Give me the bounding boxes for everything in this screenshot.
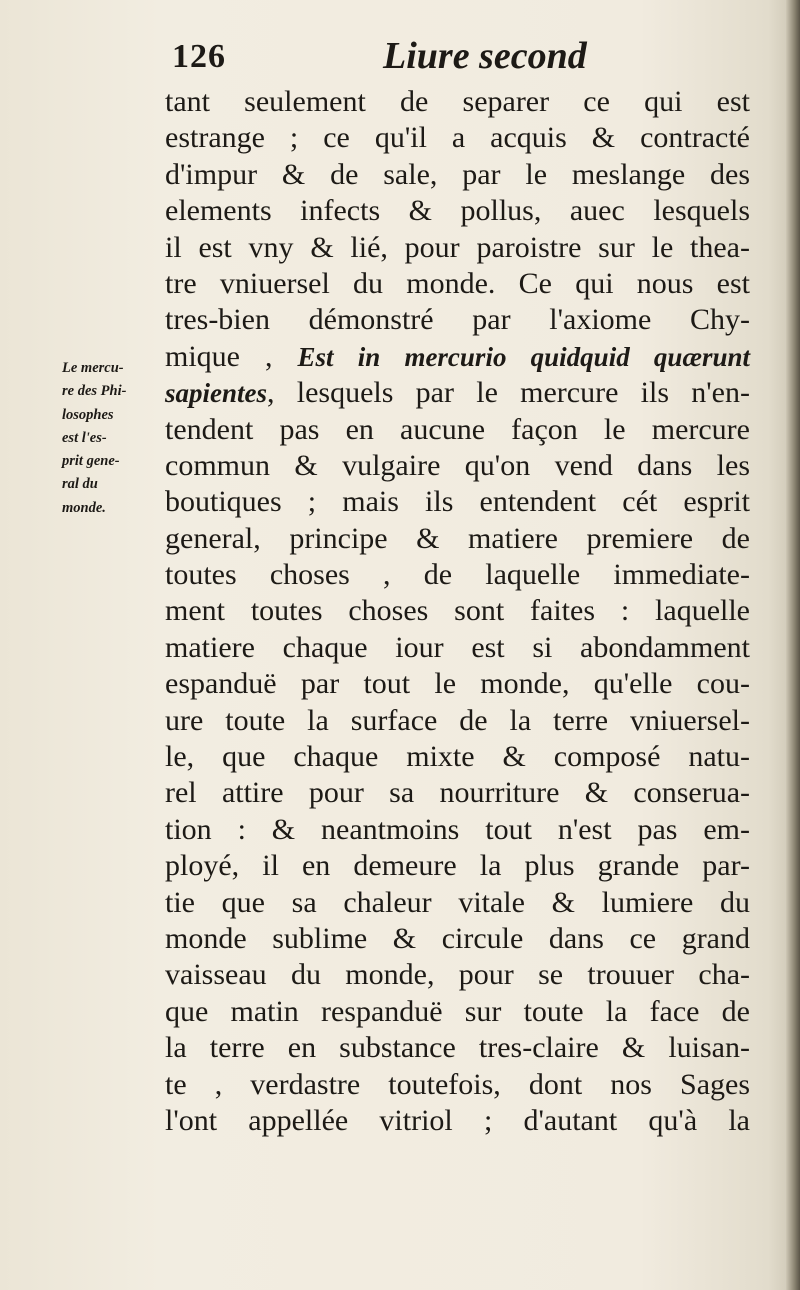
marginal-note-line: re des Phi- [62,383,127,400]
text-line [165,1103,750,1139]
text-line [165,120,750,156]
latin-quotation: Est in mercurio quidquid quærunt [297,341,750,372]
text-segment: elements infects & pollus, auec lesquels [165,194,750,228]
text-line [165,666,750,702]
text-segment: d'impur & de sale, par le meslange des [165,157,750,191]
text-line [165,557,750,593]
marginal-note-line: Le mercu- [62,360,124,376]
text-segment: general, principe & matiere premiere de [165,521,750,555]
text-segment: ployé, il en demeure la plus grande par- [165,849,750,883]
text-line [165,957,750,993]
text-segment: tion : & neantmoins tout n'est pas em- [165,812,750,846]
text-segment: estrange ; ce qu'il a acquis & contracté [165,121,750,155]
text-segment: tant seulement de separer ce qui est [165,85,750,118]
text-segment: , lesquels par le mercure ils n'en- [267,376,750,410]
page-edge [786,0,800,1290]
text-segment: tendent pas en aucune façon le mercure [165,412,750,446]
text-line [165,703,750,739]
text-line [165,1067,750,1103]
text-segment: tre vniuersel du monde. Ce qui nous est [165,266,750,300]
text-line [165,885,750,921]
page-header [0,30,800,86]
text-line [165,339,750,375]
text-line [165,484,750,520]
text-segment: toutes choses , de laquelle immediate- [165,558,750,592]
marginal-note [62,357,162,520]
text-line [165,230,750,266]
text-line [165,848,750,884]
text-segment: ure toute la surface de la terre vniuersel- [165,703,750,737]
text-segment: le, que chaque mixte & composé natu- [165,740,750,774]
text-segment: espanduë par tout le monde, qu'elle cou- [165,667,750,701]
text-line [165,412,750,448]
text-segment: il est vny & lié, pour paroistre sur le thea- [165,230,750,264]
marginal-note-line: losophes [62,406,114,423]
text-line [165,630,750,666]
latin-quotation: sapientes [165,378,268,409]
text-segment: commun & vulgaire qu'on vend dans les [165,448,750,482]
text-segment: rel attire pour sa nourriture & conserua- [165,776,750,810]
text-segment: tie que sa chaleur vitale & lumiere du [165,885,750,919]
body-text [165,84,750,1139]
text-line [165,157,750,193]
text-line [165,448,750,484]
text-line [165,739,750,775]
text-segment: que matin respanduë sur toute la face de [165,994,750,1028]
text-segment: la terre en substance tres-claire & luisan- [165,1031,750,1065]
text-line [165,193,750,229]
text-segment: te , verdastre toutefois, dont nos Sages [165,1067,750,1101]
page-number: 126 [172,38,226,75]
text-segment: mique , [165,339,298,373]
text-segment: l'ont appellée vitriol ; d'autant qu'à la [165,1103,750,1137]
text-line [165,994,750,1030]
text-line [165,521,750,557]
text-segment: boutiques ; mais ils entendent cét esprit [165,485,750,519]
text-line [165,775,750,811]
text-line [165,593,750,629]
text-line [165,302,750,338]
text-line [165,921,750,957]
text-line [165,266,750,302]
marginal-note-line: monde. [62,499,106,516]
text-line [165,84,750,120]
text-segment: monde sublime & circule dans ce grand [165,921,750,955]
text-line [165,812,750,848]
marginal-note-line: ral du [62,476,98,493]
text-segment: matiere chaque iour est si abondamment [165,630,750,664]
text-line [165,1030,750,1066]
marginal-note-line: est l'es- [62,429,107,446]
marginal-note-line: prit gene- [62,453,120,470]
running-title: Liure second [383,35,587,77]
text-segment: ment toutes choses sont faites : laquelle [165,594,750,628]
text-segment: tres-bien démonstré par l'axiome Chy- [165,303,750,337]
text-segment: vaisseau du monde, pour se trouuer cha- [165,958,750,992]
text-line [165,375,750,411]
